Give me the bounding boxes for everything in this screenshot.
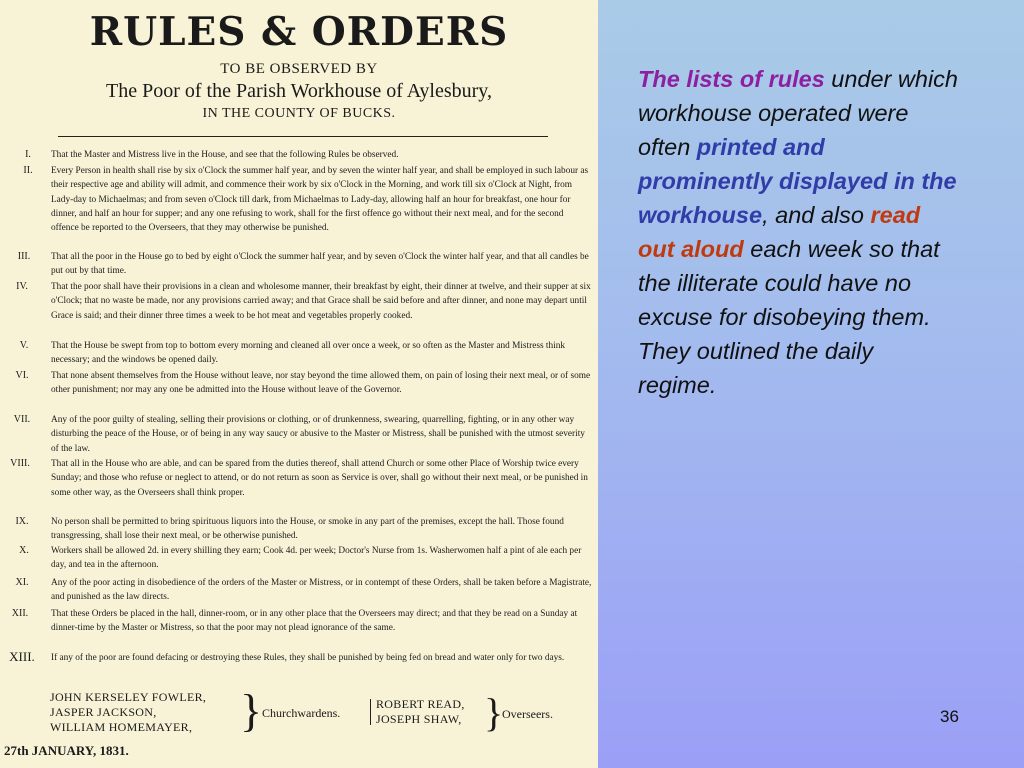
rule-number: VII. (13, 414, 31, 425)
rule-text: That all the poor in the House go to bed by eight o'Clock the summer half year, and by seven o'Clock the winter half year, and that all candles be put out by that time. (51, 252, 589, 277)
rule-text: If any of the poor are found defacing or destroying these Rules, they shall be punished by being fed on bread and water only for two days. (51, 653, 565, 663)
document-title: RULES & ORDERS (89, 9, 509, 55)
highlight-read-out-aloud: read out aloud (638, 202, 921, 262)
churchwarden-name: JASPER JACKSON, (50, 705, 157, 719)
document-subtitle-observed-by: TO BE OBSERVED BY (220, 61, 378, 77)
rule-text: That the House be swept from top to bottom every morning and cleaned all over once a week, or so often as the Master and Mistress think necessary; and the windows be opened daily. (51, 341, 566, 366)
overseer-name: JOSEPH SHAW, (376, 712, 462, 726)
rule-number: I. (25, 149, 31, 160)
rule-number: XI. (15, 577, 29, 588)
document-date: 27th JANUARY, 1831. (4, 743, 129, 758)
rule-text: That these Orders be placed in the hall, dinner-room, or in any other place that the Overseers may direct; and that they be read on a Sunday at dinner-time by the Master or Mistress, so that the poor may not plead ignorance of the same. (51, 609, 578, 634)
slide-paragraph-2: They outlined the daily regime. (638, 338, 874, 398)
overseer-name: ROBERT READ, (376, 697, 465, 711)
slide-page-number: 36 (940, 707, 959, 726)
highlight-printed-displayed: printed and prominently displayed in the workhouse (638, 134, 957, 228)
rule-text: No person shall be permitted to bring spirituous liquors into the House, or smoke in any part of the premises, except the hall. Those found transgressing, shall lose their next meal, or be otherwise punished. (51, 517, 564, 542)
slide-text-run: under which workhouse operated were often (638, 66, 958, 160)
rule-number: VIII. (10, 458, 30, 469)
rule-text: That none absent themselves from the House without leave, nor stay beyond the time allowed them, on pain of losing their next meal, or of some other punishment; nor may any one be admitted into the House without leave of the Governor. (51, 371, 591, 396)
churchwarden-name: WILLIAM HOMEMAYER, (50, 720, 193, 734)
overseers-label: Overseers. (502, 707, 553, 721)
rule-number: III. (17, 251, 31, 262)
overseers-names (376, 697, 465, 727)
document-subtitle-county: IN THE COUNTY OF BUCKS. (202, 106, 396, 121)
rule-text: Any of the poor guilty of stealing, selling their provisions or clothing, or of drunkenness, swearing, quarrelling, fighting, or in any other way disturbing the peace of the House, or of being in any way saucy or abusive to the Master or Mistress, shall be punished with the utmost severity of the law. (51, 415, 585, 454)
slide-body-text (638, 62, 958, 402)
rule-number: X. (19, 545, 29, 556)
slide-text-run: each week so that the illiterate could have no excuse for disobeying them. (638, 236, 940, 330)
rule-number: II. (23, 165, 33, 176)
rule-number: V. (19, 340, 29, 351)
churchwarden-name: JOHN KERSELEY FOWLER, (50, 690, 207, 704)
churchwardens-label: Churchwardens. (262, 706, 341, 720)
rule-number: IX. (15, 516, 29, 527)
rule-number: VI. (15, 370, 29, 381)
rule-text: That the Master and Mistress live in the House, and see that the following Rules be observed. (51, 150, 399, 160)
rule-number: XII. (11, 608, 29, 619)
slide-paragraph-1 (638, 62, 958, 334)
rule-number: XIII. (9, 649, 35, 664)
overseers-brace: } (484, 690, 504, 735)
churchwardens-brace: } (240, 685, 263, 736)
document-subtitle-parish: The Poor of the Parish Workhouse of Aylesbury, (106, 80, 492, 102)
rule-number: IV. (16, 281, 28, 292)
churchwardens-names (50, 690, 206, 735)
rule-text: Every Person in health shall rise by six o'Clock the summer half year, and by seven the winter half year, and shall be employed in such labour as their respective age and ability will admit, and commence their work by six o'Clock in the Morning, and work till six o'Clock at Night, from Lady-day to Michaelmas; and from seven o'Clock till dark, from Michaelmas to Lady-day, allowing half an hour for breakfast, one hour for dinner, and half an hour for supper; and any one refusing to work, shall for the first offence go without their next meal, and for the second offence be reported to the Overseers, that they may otherwise be punished. (51, 166, 589, 234)
slide-text-run: , and also (762, 202, 871, 228)
rule-text: That all in the House who are able, and can be spared from the duties thereof, shall attend Church or some other Place of Worship twice every Sunday; and those who refuse or neglect to attend, or do not return as soon as Service is over, shall go without their next meal, or be punished in some other way, as the Overseers shall think proper. (51, 459, 588, 498)
signature-divider (370, 699, 371, 725)
rule-text: Any of the poor acting in disobedience of the orders of the Master or Mistress, or in contempt of these Orders, shall be taken before a Magistrate, and punished as the law directs. (51, 578, 592, 603)
rule-text: That the poor shall have their provisions in a clean and wholesome manner, their breakfast by eight, their dinner at twelve, and their supper at six o'Clock; that no waste be made, nor any provisions carried away; and that Grace shall be said before and after dinner, and none may depart until Grace is said; and their dinner three times a week to be hot meat and vegetables properly cooked. (51, 282, 591, 321)
rule-text: Workers shall be allowed 2d. in every shilling they earn; Cook 4d. per week; Doctor's Nurse from 1s. Washerwomen half a pint of ale each per day, and tea in the afternoon. (51, 546, 582, 571)
highlight-lists-of-rules: The lists of rules (638, 66, 825, 92)
